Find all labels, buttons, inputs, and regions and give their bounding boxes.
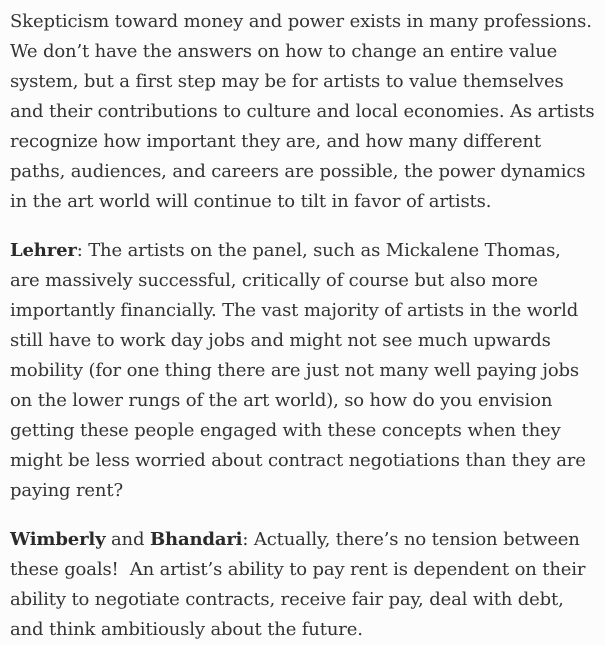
paragraph-text: : The artists on the panel, such as Mickalene Thomas, are massively successful, critically of course but also more importantly financially. The vast majority of artists in the world still have to work day jobs and might not see much upwards mobility (for one thing there are just not many well paying jobs on the lower rungs of the art world), so how do you envision getting these people engaged with these concepts when they might be less worried about contract negotiations than they are paying rent? xyxy=(10,240,586,501)
paragraph-question xyxy=(10,236,595,506)
paragraph-answer xyxy=(10,525,595,645)
speaker-joiner: and xyxy=(105,529,150,550)
paragraph-text: : Actually, there’s no tension between these goals! An artist’s ability to pay rent is dependent on their ability to negotiate contracts, receive fair pay, deal with debt, and think ambitiously about the future. xyxy=(10,529,586,640)
paragraph-intro xyxy=(10,7,595,217)
speaker-name: Bhandari xyxy=(149,529,243,550)
speaker-name: Wimberly xyxy=(10,529,106,550)
paragraph-text: Skepticism toward money and power exists in many professions. We don’t have the answers on how to change an entire value system, but a first step may be for artists to value themselves and their contributions to culture and local economies. As artists recognize how important they are, and how many different paths, audiences, and careers are possible, the power dynamics in the art world will continue to tilt in favor of artists. xyxy=(10,11,595,212)
speaker-name: Lehrer xyxy=(10,240,77,261)
